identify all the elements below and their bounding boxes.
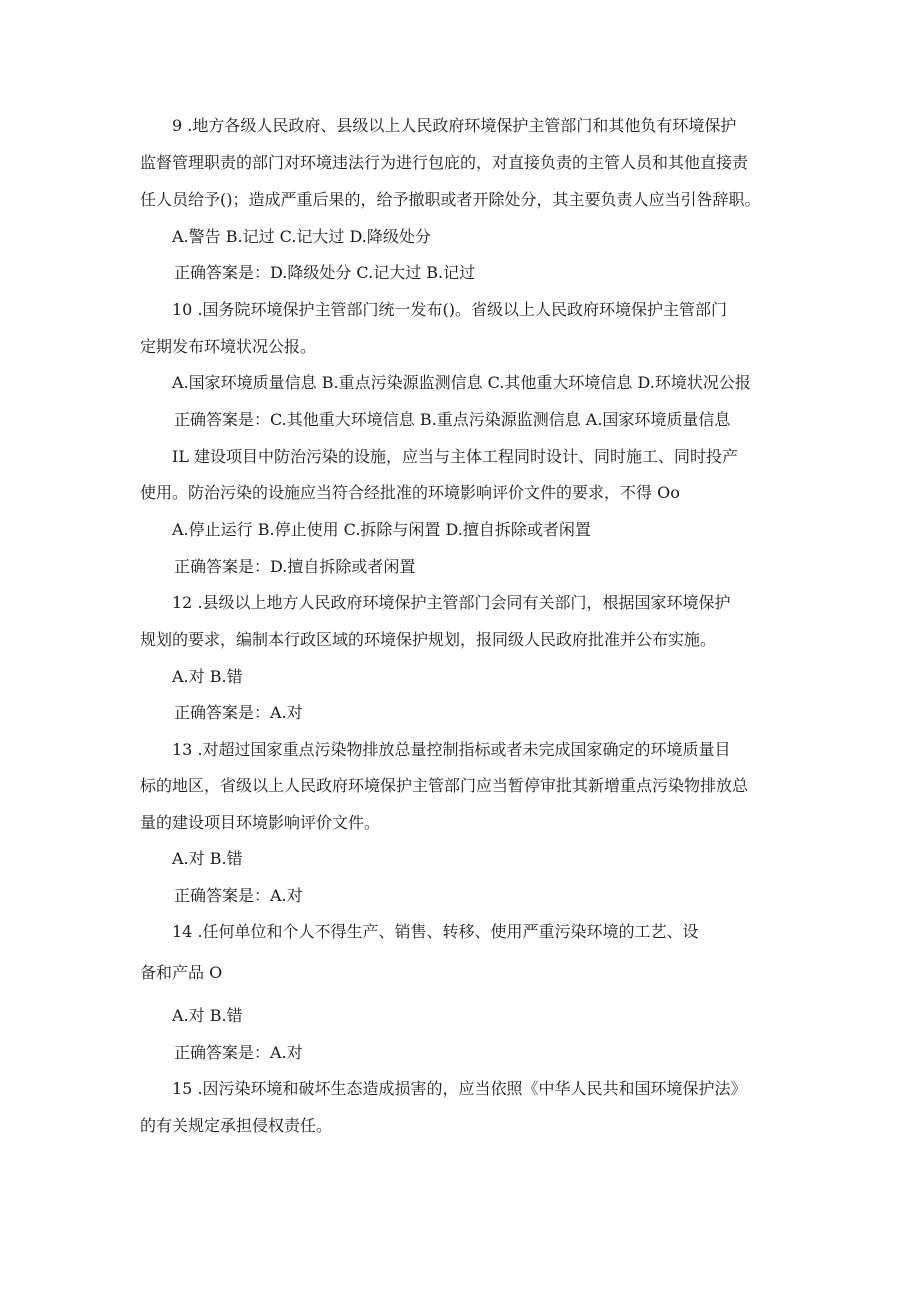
question-options: A.警告 B.记过 C.记大过 D.降级处分 [172,227,431,246]
correct-answer: 正确答案是：D.降级处分 C.记大过 B.记过 [174,263,476,282]
question-text-line: 量的建设项目环境影响评价文件。 [140,813,381,832]
correct-answer: 正确答案是：D.擅自拆除或者闲置 [174,557,416,576]
question-text-line: 10 .国务院环境保护主管部门统一发布()。省级以上人民政府环境保护主管部门 [172,300,728,319]
question-text-line: 标的地区，省级以上人民政府环境保护主管部门应当暂停审批其新增重点污染物排放总 [140,776,749,795]
question-text-line: 任人员给予()；造成严重后果的，给予撤职或者开除处分，其主要负责人应当引咎辞职。 [140,190,761,209]
question-text-line: 的有关规定承担侵权责任。 [140,1116,333,1135]
question-text-line: 监督管理职责的部门对环境违法行为进行包庇的，对直接负责的主管人员和其他直接责 [140,153,749,172]
question-text-line: 定期发布环境状况公报。 [140,337,317,356]
correct-answer: 正确答案是：A.对 [174,1043,303,1062]
correct-answer: 正确答案是：A.对 [174,886,303,905]
question-options: A.停止运行 B.停止使用 C.拆除与闲置 D.擅自拆除或者闲置 [172,520,591,539]
question-options: A.对 B.错 [172,849,243,868]
correct-answer: 正确答案是：C.其他重大环境信息 B.重点污染源监测信息 A.国家环境质量信息 [174,410,731,429]
question-options: A.对 B.错 [172,667,243,686]
question-text-line: 备和产品 O [140,963,223,982]
question-text-line: 12 .县级以上地方人民政府环境保护主管部门会同有关部门，根据国家环境保护 [172,593,731,612]
question-text-line: 13 .对超过国家重点污染物排放总量控制指标或者未完成国家确定的环境质量目 [172,740,731,759]
correct-answer: 正确答案是：A.对 [174,703,303,722]
question-options: A.国家环境质量信息 B.重点污染源监测信息 C.其他重大环境信息 D.环境状况公报 [172,373,751,392]
question-text-line: 规划的要求，编制本行政区域的环境保护规划，报同级人民政府批准并公布实施。 [140,630,717,649]
question-text-line: 9 .地方各级人民政府、县级以上人民政府环境保护主管部门和其他负有环境保护 [172,116,737,135]
question-text-line: 使用。防治污染的设施应当符合经批准的环境影响评价文件的要求，不得 Oo [140,483,680,502]
question-text-line: 14 .任何单位和个人不得生产、销售、转移、使用严重污染环境的工艺、设 [172,922,699,941]
question-text-line: IL 建设项目中防治污染的设施，应当与主体工程同时设计、同时施工、同时投产 [172,447,739,466]
question-text-line: 15 .因污染环境和破坏生态造成损害的，应当依照《中华人民共和国环境保护法》 [172,1079,747,1098]
question-options: A.对 B.错 [172,1006,243,1025]
